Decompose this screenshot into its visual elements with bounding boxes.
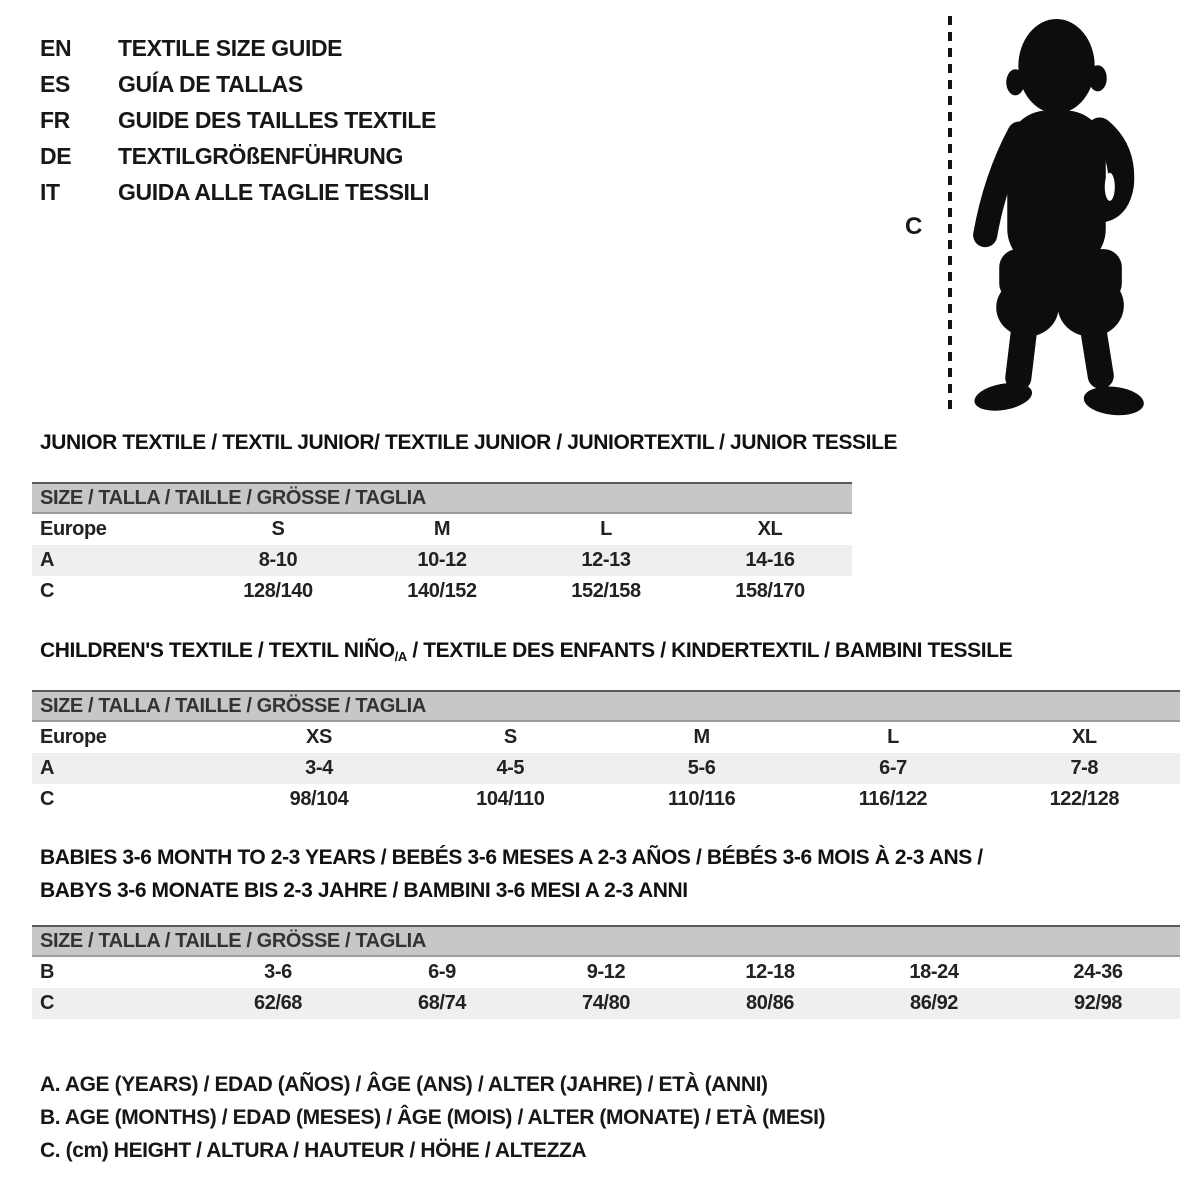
language-row-fr — [40, 102, 436, 138]
guide-title: GUIDE DES TAILLES TEXTILE — [118, 107, 436, 133]
size-value-cell: XL — [1071, 726, 1097, 748]
legend-line: A. AGE (YEARS) / EDAD (AÑOS) / ÂGE (ANS) / ALTER (JAHRE) / ETÀ (ANNI) — [40, 1073, 768, 1096]
guide-title: GUÍA DE TALLAS — [118, 71, 303, 97]
size-value-cell: L — [600, 518, 612, 540]
row-label-cell: B — [40, 961, 55, 983]
size-value-cell: XL — [757, 518, 783, 540]
height-dashed-line — [948, 16, 952, 416]
size-table — [32, 690, 1180, 815]
size-value-cell: 98/104 — [289, 788, 349, 810]
language-title-list — [40, 30, 436, 210]
height-measure-label: C — [905, 213, 923, 240]
size-value-cell: 12-13 — [581, 549, 631, 571]
size-value-cell: 158/170 — [735, 580, 805, 602]
size-value-cell: 18-24 — [909, 961, 959, 983]
measure-legend — [40, 1068, 825, 1167]
table-row-a — [32, 545, 852, 576]
table-row-b — [32, 956, 1180, 988]
size-value-cell: 110/116 — [668, 788, 736, 810]
legend-line: B. AGE (MONTHS) / EDAD (MESES) / ÂGE (MOIS) / ALTER (MONATE) / ETÀ (MESI) — [40, 1106, 826, 1129]
size-value-cell: 5-6 — [687, 757, 716, 779]
section-title-line: BABIES 3-6 MONTH TO 2-3 YEARS / BEBÉS 3-6 MESES A 2-3 AÑOS / BÉBÉS 3-6 MOIS À 2-3 ANS / — [40, 846, 983, 869]
size-table — [32, 925, 1180, 1019]
size-value-cell: 104/110 — [476, 788, 545, 810]
size-value-cell: 12-18 — [745, 961, 795, 983]
size-header-cell: SIZE / TALLA / TAILLE / GRÖSSE / TAGLIA — [32, 691, 1180, 721]
table-row-europe — [32, 721, 1180, 753]
size-value-cell: 6-7 — [879, 757, 907, 779]
size-value-cell: S — [503, 726, 517, 748]
language-row-en — [40, 30, 436, 66]
size-value-cell: 152/158 — [571, 580, 641, 602]
size-header-row — [32, 691, 1180, 721]
language-code: EN — [40, 35, 72, 61]
size-value-cell: 3-4 — [305, 757, 333, 779]
table-row-c — [32, 988, 1180, 1019]
row-label-cell: C — [40, 580, 55, 602]
language-code: IT — [40, 179, 60, 205]
language-row-it — [40, 174, 436, 210]
size-value-cell: 92/98 — [1073, 992, 1123, 1014]
toddler-silhouette-icon — [962, 18, 1145, 420]
row-label-cell: A — [40, 757, 55, 779]
legend-line: C. (cm) HEIGHT / ALTURA / HAUTEUR / HÖHE / ALTEZZA — [40, 1139, 587, 1162]
table-row-c — [32, 576, 852, 607]
size-value-cell: 122/128 — [1049, 788, 1120, 810]
size-value-cell: S — [271, 518, 285, 540]
section-title — [40, 426, 897, 459]
section-title-line: BABYS 3-6 MONATE BIS 2-3 JAHRE / BAMBINI 3-6 MESI A 2-3 ANNI — [40, 879, 688, 902]
size-value-cell: 9-12 — [586, 961, 626, 983]
size-header-cell: SIZE / TALLA / TAILLE / GRÖSSE / TAGLIA — [32, 483, 852, 513]
size-value-cell: 7-8 — [1070, 757, 1099, 779]
size-value-cell: 128/140 — [243, 580, 313, 602]
size-value-cell: 74/80 — [581, 992, 631, 1014]
size-value-cell: 116/122 — [858, 788, 928, 810]
language-code: DE — [40, 143, 72, 169]
row-label-cell: A — [40, 549, 55, 571]
size-value-cell: M — [693, 726, 710, 748]
table-row-c — [32, 784, 1180, 815]
section-title-line: JUNIOR TEXTILE / TEXTIL JUNIOR/ TEXTILE JUNIOR / JUNIORTEXTIL / JUNIOR TESSILE — [40, 431, 898, 454]
section-title — [40, 841, 983, 907]
size-header-row — [32, 483, 852, 513]
size-value-cell: 68/74 — [417, 992, 467, 1014]
size-value-cell: 14-16 — [745, 549, 795, 571]
size-value-cell: 62/68 — [253, 992, 303, 1014]
size-value-cell: L — [887, 726, 899, 748]
size-value-cell: M — [433, 518, 451, 540]
size-value-cell: XS — [306, 726, 332, 748]
size-value-cell: 24-36 — [1073, 961, 1123, 983]
language-code: FR — [40, 107, 70, 133]
table-row-europe — [32, 513, 852, 545]
row-label-cell: Europe — [40, 518, 107, 540]
row-label-cell: C — [40, 992, 55, 1014]
size-value-cell: 80/86 — [745, 992, 795, 1014]
size-value-cell: 6-9 — [428, 961, 456, 983]
table-row-a — [32, 753, 1180, 784]
size-table — [32, 482, 852, 607]
row-label-cell: C — [40, 788, 55, 810]
guide-title: GUIDA ALLE TAGLIE TESSILI — [118, 179, 430, 205]
size-header-cell: SIZE / TALLA / TAILLE / GRÖSSE / TAGLIA — [32, 926, 1180, 956]
size-value-cell: 3-6 — [264, 961, 292, 983]
language-code: ES — [40, 71, 70, 97]
guide-title: TEXTILE SIZE GUIDE — [118, 35, 343, 61]
size-value-cell: 140/152 — [407, 580, 477, 602]
size-value-cell: 86/92 — [909, 992, 959, 1014]
size-value-cell: 10-12 — [417, 549, 467, 571]
guide-title: TEXTILGRÖßENFÜHRUNG — [118, 143, 403, 169]
size-value-cell: 4-5 — [496, 757, 525, 779]
row-label-cell: Europe — [40, 726, 107, 748]
size-value-cell: 8-10 — [258, 549, 298, 571]
language-row-de — [40, 138, 436, 174]
language-row-es — [40, 66, 436, 102]
section-title — [40, 634, 1012, 667]
section-title-line: CHILDREN'S TEXTILE / TEXTIL $NIÑO_{/A}$ / TEXTILE DES ENFANTS / KINDERTEXTIL / BAMBINI TESSILE — [40, 639, 1013, 664]
size-header-row — [32, 926, 1180, 956]
